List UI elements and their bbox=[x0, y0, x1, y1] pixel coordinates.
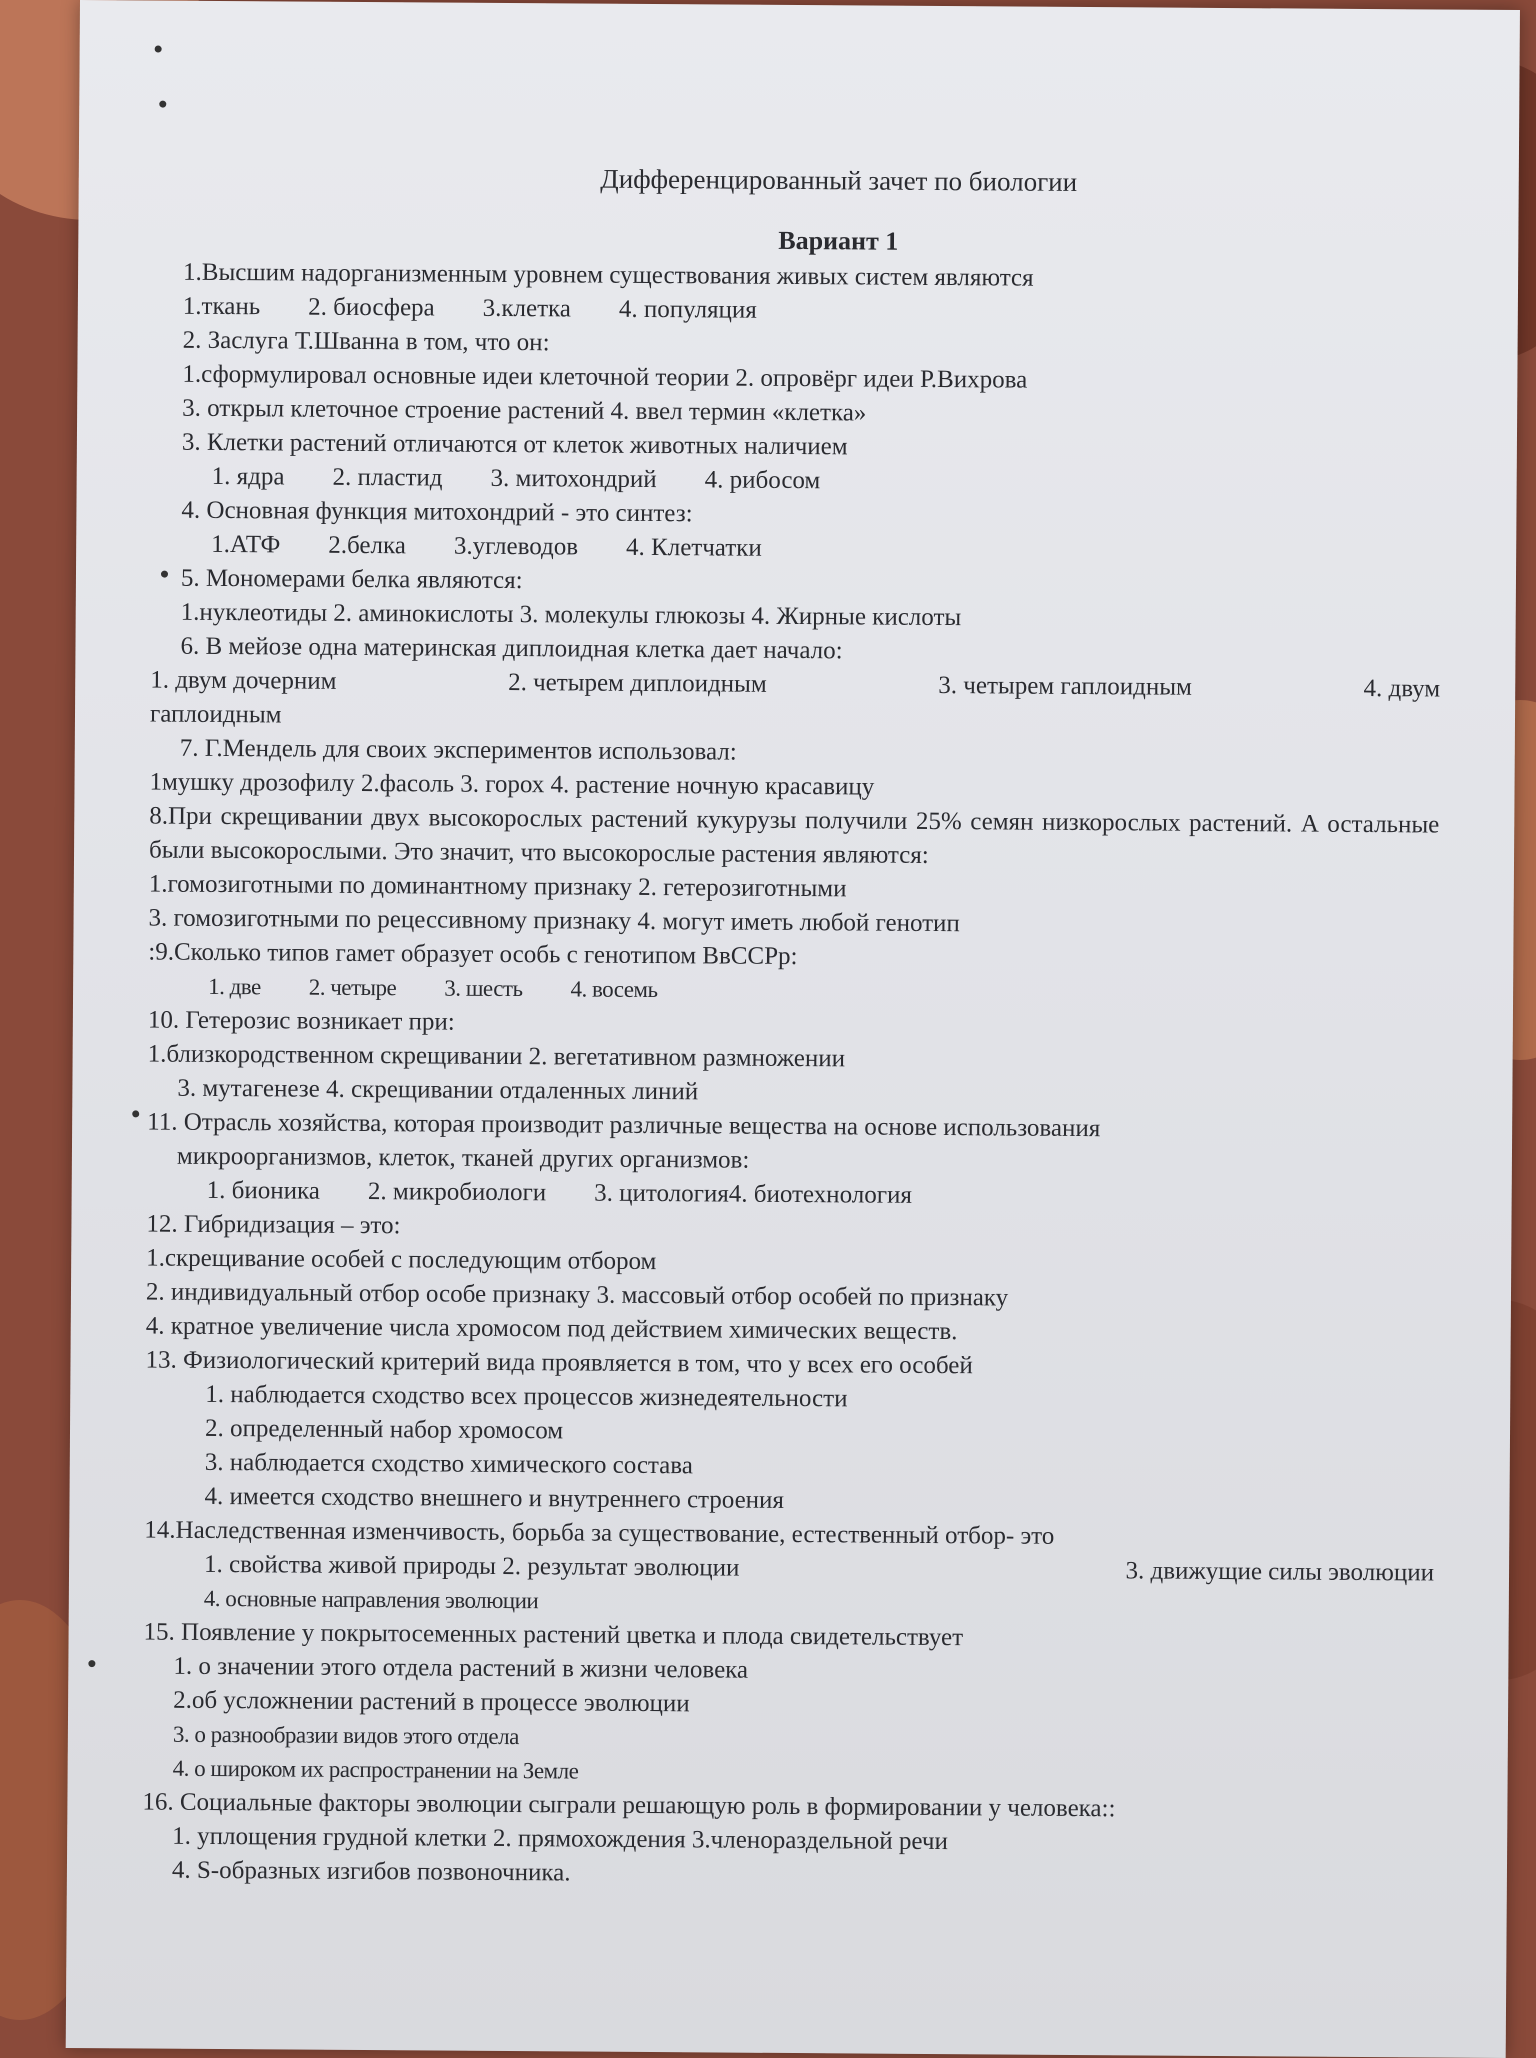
answer-option: 2. микробиологи bbox=[367, 1178, 547, 1207]
answer-option: 4. рибосом bbox=[704, 466, 821, 495]
document-sheet bbox=[66, 0, 1520, 2058]
question-16: 16. Социальные факторы эволюции сыграли решающую роль в формировании у человека:: bbox=[142, 1788, 1116, 1823]
variant-heading: Вариант 1 bbox=[778, 225, 899, 256]
question-3: 3. Клетки растений отличаются от клеток животных наличием bbox=[181, 428, 848, 461]
question-2: 2. Заслуга Т.Шванна в том, что он: bbox=[182, 326, 550, 357]
answer-line: 3. мутагенезе 4. скрещивании отдаленных линий bbox=[177, 1074, 699, 1106]
answer-option: 1. две bbox=[208, 973, 261, 1000]
answer-option: 3.углеводов bbox=[453, 532, 579, 561]
answer-option: 1. свойства живой природы 2. результат эволюции bbox=[203, 1550, 740, 1582]
answer-line: 1.нуклеотиды 2. аминокислоты 3. молекулы глюкозы 4. Жирные кислоты bbox=[180, 598, 962, 632]
answer-option: 1. двум дочерним bbox=[150, 666, 337, 695]
answer-option: 3. шесть bbox=[444, 975, 523, 1002]
answer-line: 3. о разнообразии видов этого отдела bbox=[172, 1721, 519, 1750]
speck-mark bbox=[161, 571, 168, 578]
question-10: 10. Гетерозис возникает при: bbox=[147, 1006, 455, 1036]
answer-option: 2. четыре bbox=[308, 974, 397, 1001]
answer-option: 1. бионика bbox=[206, 1176, 321, 1205]
answer-option: 4. Клетчатки bbox=[626, 533, 762, 562]
answer-line: 3. наблюдается сходство химического состава bbox=[204, 1448, 693, 1480]
answer-option: 1.АТФ bbox=[211, 530, 281, 559]
question-14: 14.Наследственная изменчивость, борьба за существование, естественный отбор- это bbox=[144, 1516, 1055, 1550]
question-11-continued: микроорганизмов, клеток, тканей других организмов: bbox=[176, 1142, 750, 1174]
answer-line: 1.сформулировал основные идеи клеточной теории 2. опровёрг идеи Р.Вихрова bbox=[182, 360, 1028, 394]
answer-line: 1мушку дрозофилу 2.фасоль 3. горох 4. растение ночную красавицу bbox=[149, 768, 875, 801]
answer-option: 3. четырем гаплоидным bbox=[938, 672, 1192, 701]
speck-mark bbox=[155, 46, 162, 53]
answer-option: 2. биосфера bbox=[308, 293, 435, 322]
answer-option: 1. ядра bbox=[211, 462, 285, 491]
question-5: 5. Мономерами белка являются: bbox=[180, 564, 523, 595]
speck-mark bbox=[88, 1660, 95, 1667]
answer-line: 1.близкородственном скрещивании 2. вегетативном размножении bbox=[147, 1040, 846, 1073]
answer-line: 1.гомозиготными по доминантному признаку 2. гетерозиготными bbox=[148, 870, 847, 903]
speck-mark bbox=[159, 101, 166, 108]
question-13: 13. Физиологический критерий вида проявляется в том, что у всех его особей bbox=[145, 1346, 973, 1380]
answer-option: 2. пластид bbox=[332, 463, 443, 492]
question-12: 12. Гибридизация – это: bbox=[146, 1210, 401, 1240]
answer-option: 4. двум bbox=[1363, 674, 1441, 703]
answer-option: 3. цитология4. биотехнология bbox=[594, 1179, 912, 1209]
answer-line: гаплоидным bbox=[149, 700, 282, 729]
answer-option: 4. популяция bbox=[618, 295, 757, 324]
answer-option: 2.белка bbox=[328, 531, 406, 560]
question-11: 11. Отрасль хозяйства, которая производит различные вещества на основе использования bbox=[147, 1108, 1101, 1143]
answer-line: 2. индивидуальный отбор особе признаку 3. массовый отбор особей по признаку bbox=[145, 1278, 1009, 1312]
answer-line: 3. открыл клеточное строение растений 4. ввел термин «клетка» bbox=[182, 394, 867, 427]
question-9: :9.Сколько типов гамет образует особь с генотипом ВвССРр: bbox=[148, 938, 798, 971]
answer-line: 1. о значении этого отдела растений в жизни человека bbox=[173, 1652, 749, 1684]
answer-line: 4. кратное увеличение числа хромосом под действием химических веществ. bbox=[145, 1312, 958, 1346]
speck-mark bbox=[132, 1110, 139, 1117]
answer-line: 4. о широком их распространении на Земле bbox=[172, 1755, 579, 1784]
page-title: Дифференцированный зачет по биологии bbox=[600, 163, 1078, 197]
answer-option: 2. четырем диплоидным bbox=[508, 669, 767, 698]
answer-option: 1.ткань bbox=[182, 292, 261, 321]
answer-option: 3.клетка bbox=[482, 294, 572, 323]
answer-option: 3. митохондрий bbox=[490, 464, 657, 494]
answer-line: 1. уплощения грудной клетки 2. прямохождения 3.членораздельной речи bbox=[172, 1822, 948, 1856]
answer-line: 2.об усложнении растений в процессе эволюции bbox=[173, 1686, 690, 1718]
answer-option: 3. движущие силы эволюции bbox=[1125, 1557, 1435, 1587]
question-8: 8.При скрещивании двух высокорослых растений кукурузы получили 25% семян низкорослых растений. А остальные были высокорослыми. Это значит, что высокорослые растения являются: bbox=[148, 802, 1440, 869]
answer-line: 4. имеется сходство внешнего и внутреннего строения bbox=[204, 1482, 785, 1514]
question-6: 6. В мейозе одна материнская диплоидная клетка дает начало: bbox=[180, 632, 843, 665]
answer-option: 4. восемь bbox=[570, 976, 658, 1003]
answer-line: 2. определенный набор хромосом bbox=[204, 1414, 564, 1445]
question-1: 1.Высшим надорганизменным уровнем существования живых систем являются bbox=[183, 258, 1034, 292]
question-4: 4. Основная функция митохондрий - это синтез: bbox=[181, 496, 693, 528]
answer-line: 4. S-образных изгибов позвоночника. bbox=[171, 1856, 571, 1887]
answer-line: 3. гомозиготными по рецессивному признаку 4. могут иметь любой генотип bbox=[148, 904, 960, 938]
answer-line: 1. наблюдается сходство всех процессов жизнедеятельности bbox=[205, 1380, 848, 1413]
answer-line: 1.скрещивание особей с последующим отбором bbox=[146, 1244, 657, 1276]
question-15: 15. Появление у покрытосеменных растений цветка и плода свидетельствует bbox=[143, 1618, 964, 1652]
answer-line: 4. основные направления эволюции bbox=[203, 1585, 539, 1614]
question-7: 7. Г.Мендель для своих экспериментов использовал: bbox=[179, 734, 737, 766]
test-document bbox=[142, 161, 1444, 1897]
